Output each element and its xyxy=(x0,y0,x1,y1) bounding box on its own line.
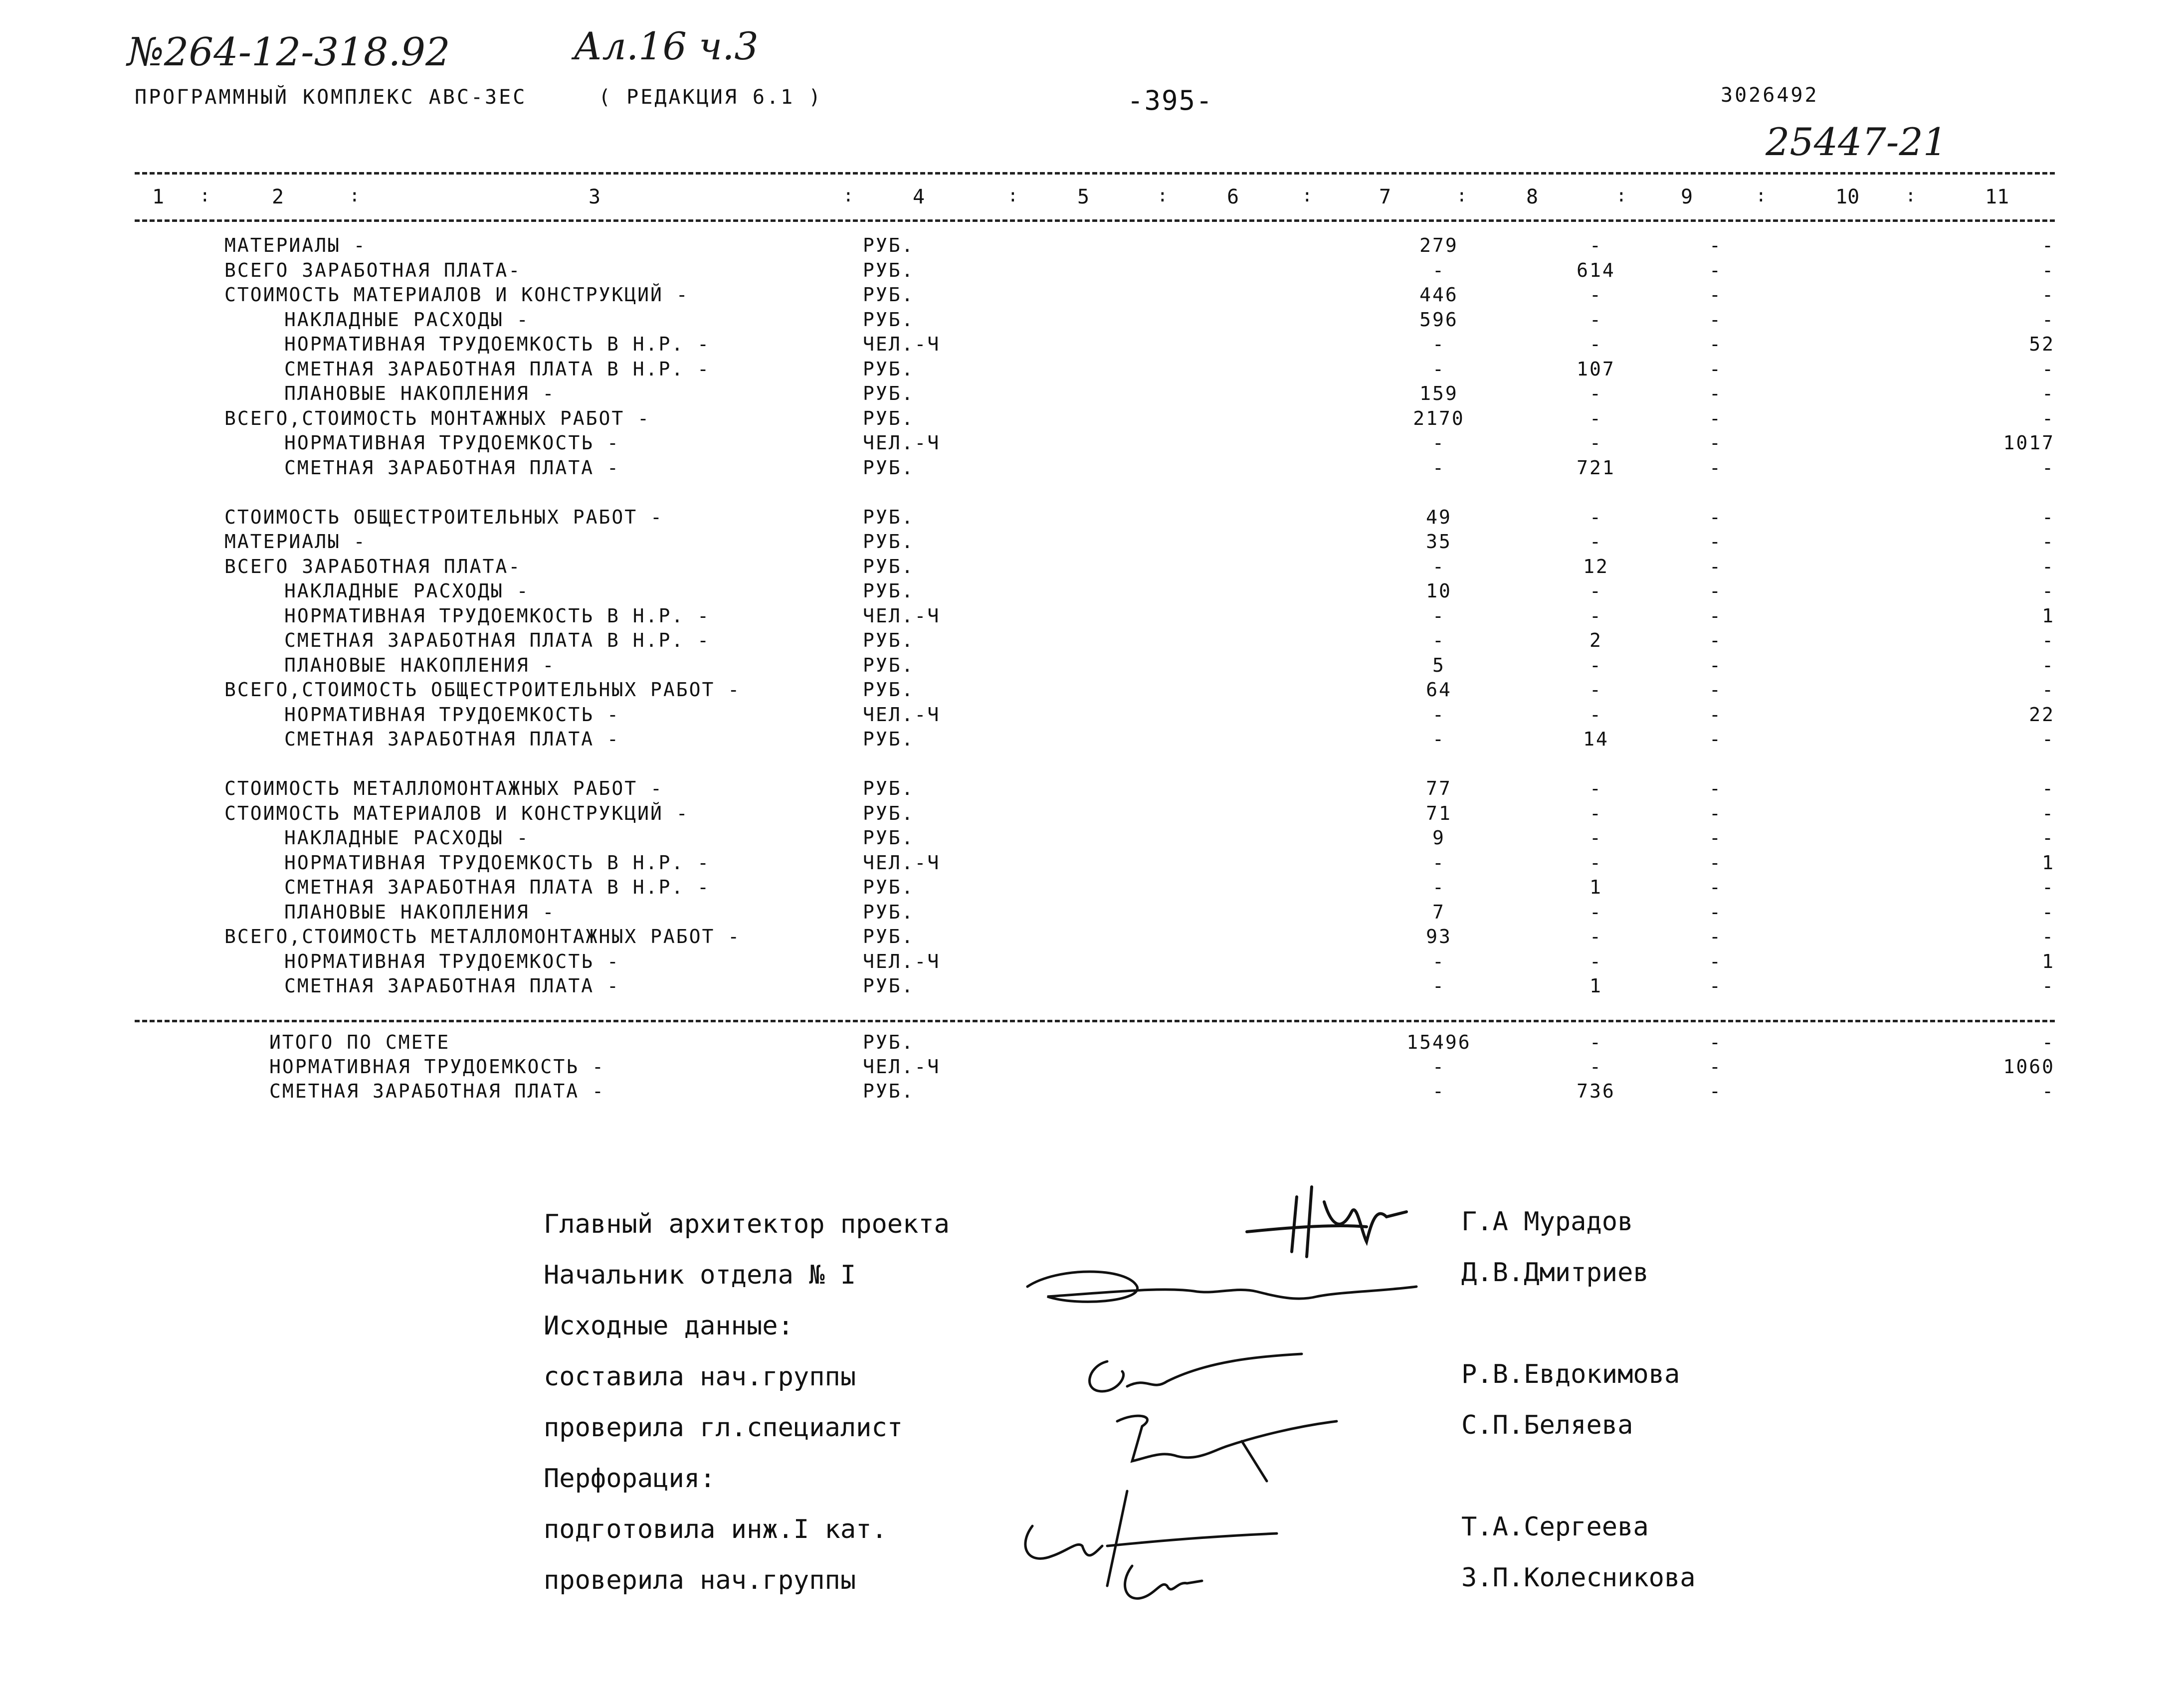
row-label: ВСЕГО,СТОИМОСТЬ МЕТАЛЛОМОНТАЖНЫХ РАБОТ - xyxy=(224,926,741,948)
row-unit: РУБ. xyxy=(863,382,915,404)
row-value-col11: - xyxy=(2042,234,2055,256)
row-unit: РУБ. xyxy=(863,728,915,750)
table-row xyxy=(0,284,2180,309)
row-value-col9: - xyxy=(1709,308,1722,331)
row-label: ВСЕГО,СТОИМОСТЬ МОНТАЖНЫХ РАБОТ - xyxy=(224,407,650,429)
row-value-col7: - xyxy=(1432,950,1445,972)
row-value-col7: 159 xyxy=(1419,382,1458,404)
column-separator: : xyxy=(1157,186,1168,206)
row-value-col8: 12 xyxy=(1583,555,1609,577)
row-value-col7: - xyxy=(1432,358,1445,380)
row-value-col7: - xyxy=(1432,703,1445,726)
row-value-col9: - xyxy=(1709,1031,1722,1053)
row-unit: ЧЕЛ.-Ч xyxy=(863,432,941,454)
row-value-col7: - xyxy=(1432,851,1445,874)
row-value-col9: - xyxy=(1709,728,1722,750)
row-value-col8: - xyxy=(1589,827,1602,849)
row-value-col11: - xyxy=(2042,259,2055,281)
row-value-col7: - xyxy=(1432,975,1445,997)
signatory-name: Р.В.Евдокимова xyxy=(1461,1359,1680,1389)
column-header-7: 7 xyxy=(1379,186,1391,208)
row-value-col7: 49 xyxy=(1426,506,1452,528)
row-unit: РУБ. xyxy=(863,580,915,602)
signatory-role: проверила нач.группы xyxy=(544,1565,856,1595)
row-value-col8: - xyxy=(1589,333,1602,355)
row-label: НАКЛАДНЫЕ РАСХОДЫ - xyxy=(284,827,530,849)
row-unit: РУБ. xyxy=(863,358,915,380)
table-row xyxy=(0,802,2180,827)
totals-separator-rule xyxy=(135,1020,2055,1022)
row-value-col11: - xyxy=(2042,358,2055,380)
column-header-5: 5 xyxy=(1077,186,1090,208)
row-label: СТОИМОСТЬ МЕТАЛЛОМОНТАЖНЫХ РАБОТ - xyxy=(224,777,663,799)
row-value-col9: - xyxy=(1709,506,1722,528)
row-label: СМЕТНАЯ ЗАРАБОТНАЯ ПЛАТА В Н.Р. - xyxy=(284,358,710,380)
row-value-col7: - xyxy=(1432,1080,1445,1102)
row-unit: РУБ. xyxy=(863,506,915,528)
row-value-col9: - xyxy=(1709,629,1722,651)
program-edition: ( РЕДАКЦИЯ 6.1 ) xyxy=(598,86,823,109)
row-value-col7: 2170 xyxy=(1413,407,1465,429)
table-row xyxy=(0,777,2180,802)
row-value-col7: 596 xyxy=(1419,308,1458,331)
row-value-col8: - xyxy=(1589,432,1602,454)
row-value-col9: - xyxy=(1709,679,1722,701)
row-unit: РУБ. xyxy=(863,531,915,553)
row-value-col7: 446 xyxy=(1419,284,1458,306)
row-value-col11: - xyxy=(2042,876,2055,898)
column-header-6: 6 xyxy=(1227,186,1239,208)
row-label: НАКЛАДНЫЕ РАСХОДЫ - xyxy=(284,580,530,602)
signature-muradov xyxy=(1237,1157,1426,1272)
row-unit: РУБ. xyxy=(863,1031,915,1053)
row-value-col11: - xyxy=(2042,555,2055,577)
row-value-col8: - xyxy=(1589,506,1602,528)
row-value-col7: - xyxy=(1432,333,1445,355)
row-value-col11: 1017 xyxy=(2003,432,2055,454)
row-value-col8: - xyxy=(1589,654,1602,676)
row-value-col9: - xyxy=(1709,407,1722,429)
row-value-col9: - xyxy=(1709,284,1722,306)
row-unit: РУБ. xyxy=(863,654,915,676)
row-value-col7: - xyxy=(1432,1056,1445,1078)
column-separator: : xyxy=(349,186,360,206)
row-value-col8: 736 xyxy=(1577,1080,1615,1102)
row-unit: РУБ. xyxy=(863,876,915,898)
row-value-col11: - xyxy=(2042,382,2055,404)
signatory-name: З.П.Колесникова xyxy=(1461,1563,1696,1593)
row-value-col8: - xyxy=(1589,802,1602,824)
row-value-col11: - xyxy=(2042,901,2055,923)
row-unit: РУБ. xyxy=(863,555,915,577)
row-value-col7: 93 xyxy=(1426,926,1452,948)
row-unit: РУБ. xyxy=(863,1080,915,1102)
row-unit: РУБ. xyxy=(863,259,915,281)
row-value-col7: 279 xyxy=(1419,234,1458,256)
column-header-4: 4 xyxy=(913,186,925,208)
row-value-col9: - xyxy=(1709,333,1722,355)
row-value-col7: - xyxy=(1432,728,1445,750)
row-value-col9: - xyxy=(1709,703,1722,726)
row-unit: РУБ. xyxy=(863,234,915,256)
table-row xyxy=(0,605,2180,630)
row-value-col8: - xyxy=(1589,851,1602,874)
table-row xyxy=(0,1031,2180,1056)
program-title: ПРОГРАММНЫЙ КОМПЛЕКС АВС-ЗЕС xyxy=(135,86,527,109)
table-row xyxy=(0,1080,2180,1105)
row-label: ПЛАНОВЫЕ НАКОПЛЕНИЯ - xyxy=(284,382,556,404)
row-label: СТОИМОСТЬ МАТЕРИАЛОВ И КОНСТРУКЦИЙ - xyxy=(224,284,689,306)
handwritten-sheet-reference: Ал.16 ч.3 xyxy=(574,24,759,68)
row-label: НОРМАТИВНАЯ ТРУДОЕМКОСТЬ В Н.Р. - xyxy=(284,851,710,874)
row-unit: РУБ. xyxy=(863,456,915,479)
row-value-col9: - xyxy=(1709,358,1722,380)
row-value-col11: 1 xyxy=(2042,851,2055,874)
row-value-col8: - xyxy=(1589,950,1602,972)
row-value-col9: - xyxy=(1709,234,1722,256)
row-unit: РУБ. xyxy=(863,284,915,306)
row-label: ИТОГО ПО СМЕТЕ xyxy=(269,1031,450,1053)
row-label: НОРМАТИВНАЯ ТРУДОЕМКОСТЬ В Н.Р. - xyxy=(284,604,710,627)
column-header-10: 10 xyxy=(1835,186,1860,208)
row-value-col9: - xyxy=(1709,901,1722,923)
table-row xyxy=(0,852,2180,877)
row-value-col11: - xyxy=(2042,1031,2055,1053)
row-label: МАТЕРИАЛЫ - xyxy=(224,234,367,256)
row-label: СМЕТНАЯ ЗАРАБОТНАЯ ПЛАТА - xyxy=(269,1080,605,1102)
row-value-col11: - xyxy=(2042,456,2055,479)
row-unit: РУБ. xyxy=(863,629,915,651)
row-unit: РУБ. xyxy=(863,308,915,331)
row-value-col9: - xyxy=(1709,432,1722,454)
row-unit: ЧЕЛ.-Ч xyxy=(863,604,941,627)
row-value-col11: - xyxy=(2042,827,2055,849)
row-value-col7: - xyxy=(1432,629,1445,651)
row-unit: РУБ. xyxy=(863,407,915,429)
row-value-col8: - xyxy=(1589,926,1602,948)
row-value-col8: - xyxy=(1589,308,1602,331)
table-row xyxy=(0,580,2180,605)
row-value-col9: - xyxy=(1709,851,1722,874)
row-unit: ЧЕЛ.-Ч xyxy=(863,950,941,972)
row-value-col8: - xyxy=(1589,531,1602,553)
handwritten-registration-number: №264-12-318.92 xyxy=(127,30,450,75)
row-value-col7: 15496 xyxy=(1406,1031,1471,1053)
row-value-col8: 14 xyxy=(1583,728,1609,750)
row-value-col8: - xyxy=(1589,407,1602,429)
signature-belyaeva xyxy=(1097,1401,1347,1486)
table-row xyxy=(0,654,2180,679)
table-row xyxy=(0,679,2180,704)
row-value-col9: - xyxy=(1709,382,1722,404)
row-value-col8: 2 xyxy=(1589,629,1602,651)
table-row xyxy=(0,556,2180,580)
row-value-col11: - xyxy=(2042,580,2055,602)
row-value-col11: - xyxy=(2042,629,2055,651)
row-label: СМЕТНАЯ ЗАРАБОТНАЯ ПЛАТА - xyxy=(284,975,620,997)
column-header-2: 2 xyxy=(272,186,284,208)
row-value-col8: 721 xyxy=(1577,456,1615,479)
row-label: МАТЕРИАЛЫ - xyxy=(224,531,367,553)
row-value-col9: - xyxy=(1709,654,1722,676)
row-value-col7: 7 xyxy=(1432,901,1445,923)
document-code: 3026492 xyxy=(1721,84,1819,107)
row-unit: ЧЕЛ.-Ч xyxy=(863,1056,941,1078)
table-row xyxy=(0,1056,2180,1081)
table-row xyxy=(0,457,2180,482)
row-unit: РУБ. xyxy=(863,679,915,701)
row-value-col8: - xyxy=(1589,679,1602,701)
row-value-col7: 71 xyxy=(1426,802,1452,824)
row-value-col11: - xyxy=(2042,531,2055,553)
signature-evdokimova xyxy=(1077,1346,1312,1406)
row-value-col7: - xyxy=(1432,555,1445,577)
row-value-col7: 64 xyxy=(1426,679,1452,701)
row-label: НАКЛАДНЫЕ РАСХОДЫ - xyxy=(284,308,530,331)
row-value-col9: - xyxy=(1709,926,1722,948)
row-value-col11: 22 xyxy=(2029,703,2055,726)
row-value-col8: - xyxy=(1589,777,1602,799)
row-unit: РУБ. xyxy=(863,827,915,849)
table-header-rule xyxy=(135,219,2055,222)
row-label: СМЕТНАЯ ЗАРАБОТНАЯ ПЛАТА - xyxy=(284,456,620,479)
row-label: ВСЕГО ЗАРАБОТНАЯ ПЛАТА- xyxy=(224,555,522,577)
row-unit: РУБ. xyxy=(863,901,915,923)
column-header-11: 11 xyxy=(1985,186,2009,208)
row-value-col8: 107 xyxy=(1577,358,1615,380)
row-value-col11: 1060 xyxy=(2003,1056,2055,1078)
row-value-col11: 1 xyxy=(2042,950,2055,972)
table-row xyxy=(0,901,2180,926)
row-value-col8: - xyxy=(1589,604,1602,627)
row-value-col8: - xyxy=(1589,382,1602,404)
row-value-col9: - xyxy=(1709,259,1722,281)
column-separator: : xyxy=(843,186,854,206)
row-value-col9: - xyxy=(1709,950,1722,972)
table-row xyxy=(0,234,2180,259)
page-number: -395- xyxy=(1127,85,1213,116)
row-label: ПЛАНОВЫЕ НАКОПЛЕНИЯ - xyxy=(284,901,556,923)
table-row xyxy=(0,629,2180,654)
signatory-role: Начальник отдела № I xyxy=(544,1260,856,1290)
signatory-name: Д.В.Дмитриев xyxy=(1461,1258,1649,1288)
row-unit: ЧЕЛ.-Ч xyxy=(863,703,941,726)
row-value-col11: - xyxy=(2042,654,2055,676)
row-label: СТОИМОСТЬ ОБЩЕСТРОИТЕЛЬНЫХ РАБОТ - xyxy=(224,506,663,528)
row-label: СМЕТНАЯ ЗАРАБОТНАЯ ПЛАТА В Н.Р. - xyxy=(284,629,710,651)
row-value-col8: - xyxy=(1589,1031,1602,1053)
column-header-1: 1 xyxy=(152,186,165,208)
row-value-col7: 9 xyxy=(1432,827,1445,849)
signatory-name: С.П.Беляева xyxy=(1461,1410,1633,1440)
row-value-col8: - xyxy=(1589,284,1602,306)
column-header-3: 3 xyxy=(589,186,601,208)
row-value-col11: - xyxy=(2042,308,2055,331)
row-unit: ЧЕЛ.-Ч xyxy=(863,851,941,874)
row-value-col8: 1 xyxy=(1589,975,1602,997)
row-value-col8: - xyxy=(1589,901,1602,923)
row-value-col9: - xyxy=(1709,604,1722,627)
row-value-col11: - xyxy=(2042,284,2055,306)
row-value-col8: 1 xyxy=(1589,876,1602,898)
signatory-role: подготовила инж.I кат. xyxy=(544,1515,887,1544)
column-separator: : xyxy=(1007,186,1018,206)
row-value-col9: - xyxy=(1709,1056,1722,1078)
row-value-col8: - xyxy=(1589,580,1602,602)
row-value-col11: - xyxy=(2042,506,2055,528)
row-label: НОРМАТИВНАЯ ТРУДОЕМКОСТЬ В Н.Р. - xyxy=(284,333,710,355)
row-value-col11: - xyxy=(2042,777,2055,799)
row-label: СТОИМОСТЬ МАТЕРИАЛОВ И КОНСТРУКЦИЙ - xyxy=(224,802,689,824)
row-value-col9: - xyxy=(1709,580,1722,602)
table-row xyxy=(0,728,2180,753)
row-label: НОРМАТИВНАЯ ТРУДОЕМКОСТЬ - xyxy=(284,432,620,454)
row-value-col7: - xyxy=(1432,456,1445,479)
row-unit: РУБ. xyxy=(863,926,915,948)
row-unit: РУБ. xyxy=(863,802,915,824)
table-row xyxy=(0,358,2180,383)
row-value-col11: 52 xyxy=(2029,333,2055,355)
column-separator: : xyxy=(199,186,210,206)
table-row xyxy=(0,531,2180,556)
row-value-col8: - xyxy=(1589,234,1602,256)
table-row xyxy=(0,876,2180,901)
row-value-col7: - xyxy=(1432,432,1445,454)
table-row xyxy=(0,382,2180,407)
table-row xyxy=(0,259,2180,284)
row-label: ВСЕГО,СТОИМОСТЬ ОБЩЕСТРОИТЕЛЬНЫХ РАБОТ - xyxy=(224,679,741,701)
signatory-role: Исходные данные: xyxy=(544,1311,793,1341)
row-value-col11: - xyxy=(2042,407,2055,429)
row-label: ВСЕГО ЗАРАБОТНАЯ ПЛАТА- xyxy=(224,259,522,281)
signatory-role: Перфорация: xyxy=(544,1464,716,1494)
signatory-role: проверила гл.специалист xyxy=(544,1413,903,1443)
row-label: НОРМАТИВНАЯ ТРУДОЕМКОСТЬ - xyxy=(269,1056,605,1078)
column-separator: : xyxy=(1302,186,1313,206)
row-value-col9: - xyxy=(1709,777,1722,799)
column-header-8: 8 xyxy=(1526,186,1539,208)
row-value-col7: 77 xyxy=(1426,777,1452,799)
row-value-col9: - xyxy=(1709,1080,1722,1102)
row-value-col7: - xyxy=(1432,604,1445,627)
row-value-col11: - xyxy=(2042,926,2055,948)
row-value-col11: - xyxy=(2042,679,2055,701)
signatory-name: Т.А.Сергеева xyxy=(1461,1512,1649,1542)
row-value-col9: - xyxy=(1709,975,1722,997)
row-label: НОРМАТИВНАЯ ТРУДОЕМКОСТЬ - xyxy=(284,950,620,972)
row-value-col7: 10 xyxy=(1426,580,1452,602)
table-row xyxy=(0,481,2180,506)
row-label: НОРМАТИВНАЯ ТРУДОЕМКОСТЬ - xyxy=(284,703,620,726)
column-separator: : xyxy=(1905,186,1916,206)
table-row xyxy=(0,975,2180,1000)
row-value-col9: - xyxy=(1709,827,1722,849)
table-row xyxy=(0,309,2180,334)
row-value-col11: - xyxy=(2042,728,2055,750)
row-value-col11: - xyxy=(2042,975,2055,997)
row-value-col11: - xyxy=(2042,802,2055,824)
row-value-col7: 5 xyxy=(1432,654,1445,676)
row-value-col7: - xyxy=(1432,876,1445,898)
row-value-col9: - xyxy=(1709,456,1722,479)
row-value-col8: 614 xyxy=(1577,259,1615,281)
column-header-9: 9 xyxy=(1681,186,1693,208)
row-value-col11: 1 xyxy=(2042,604,2055,627)
table-row xyxy=(0,827,2180,852)
row-value-col9: - xyxy=(1709,555,1722,577)
column-separator: : xyxy=(1456,186,1467,206)
table-row xyxy=(0,753,2180,778)
row-label: СМЕТНАЯ ЗАРАБОТНАЯ ПЛАТА В Н.Р. - xyxy=(284,876,710,898)
row-value-col7: 35 xyxy=(1426,531,1452,553)
signature-dmitriev xyxy=(1017,1257,1426,1327)
row-value-col11: - xyxy=(2042,1080,2055,1102)
signatory-role: составила нач.группы xyxy=(544,1362,856,1392)
signatory-role: Главный архитектор проекта xyxy=(544,1209,950,1239)
handwritten-document-code: 25447-21 xyxy=(1766,120,1948,164)
row-value-col8: - xyxy=(1589,1056,1602,1078)
row-label: СМЕТНАЯ ЗАРАБОТНАЯ ПЛАТА - xyxy=(284,728,620,750)
row-unit: РУБ. xyxy=(863,777,915,799)
row-value-col9: - xyxy=(1709,531,1722,553)
table-row xyxy=(0,704,2180,729)
signatory-name: Г.А Мурадов xyxy=(1461,1207,1633,1237)
row-label: ПЛАНОВЫЕ НАКОПЛЕНИЯ - xyxy=(284,654,556,676)
table-row xyxy=(0,407,2180,432)
column-separator: : xyxy=(1616,186,1627,206)
table-row xyxy=(0,926,2180,950)
column-separator: : xyxy=(1756,186,1767,206)
row-unit: ЧЕЛ.-Ч xyxy=(863,333,941,355)
table-row xyxy=(0,506,2180,531)
row-value-col9: - xyxy=(1709,802,1722,824)
table-top-rule xyxy=(135,172,2055,175)
signature-sergeeva-kolesnikova xyxy=(1007,1486,1287,1616)
table-row xyxy=(0,333,2180,358)
row-unit: РУБ. xyxy=(863,975,915,997)
table-row xyxy=(0,950,2180,975)
row-value-col9: - xyxy=(1709,876,1722,898)
row-value-col7: - xyxy=(1432,259,1445,281)
table-row xyxy=(0,432,2180,457)
row-value-col8: - xyxy=(1589,703,1602,726)
